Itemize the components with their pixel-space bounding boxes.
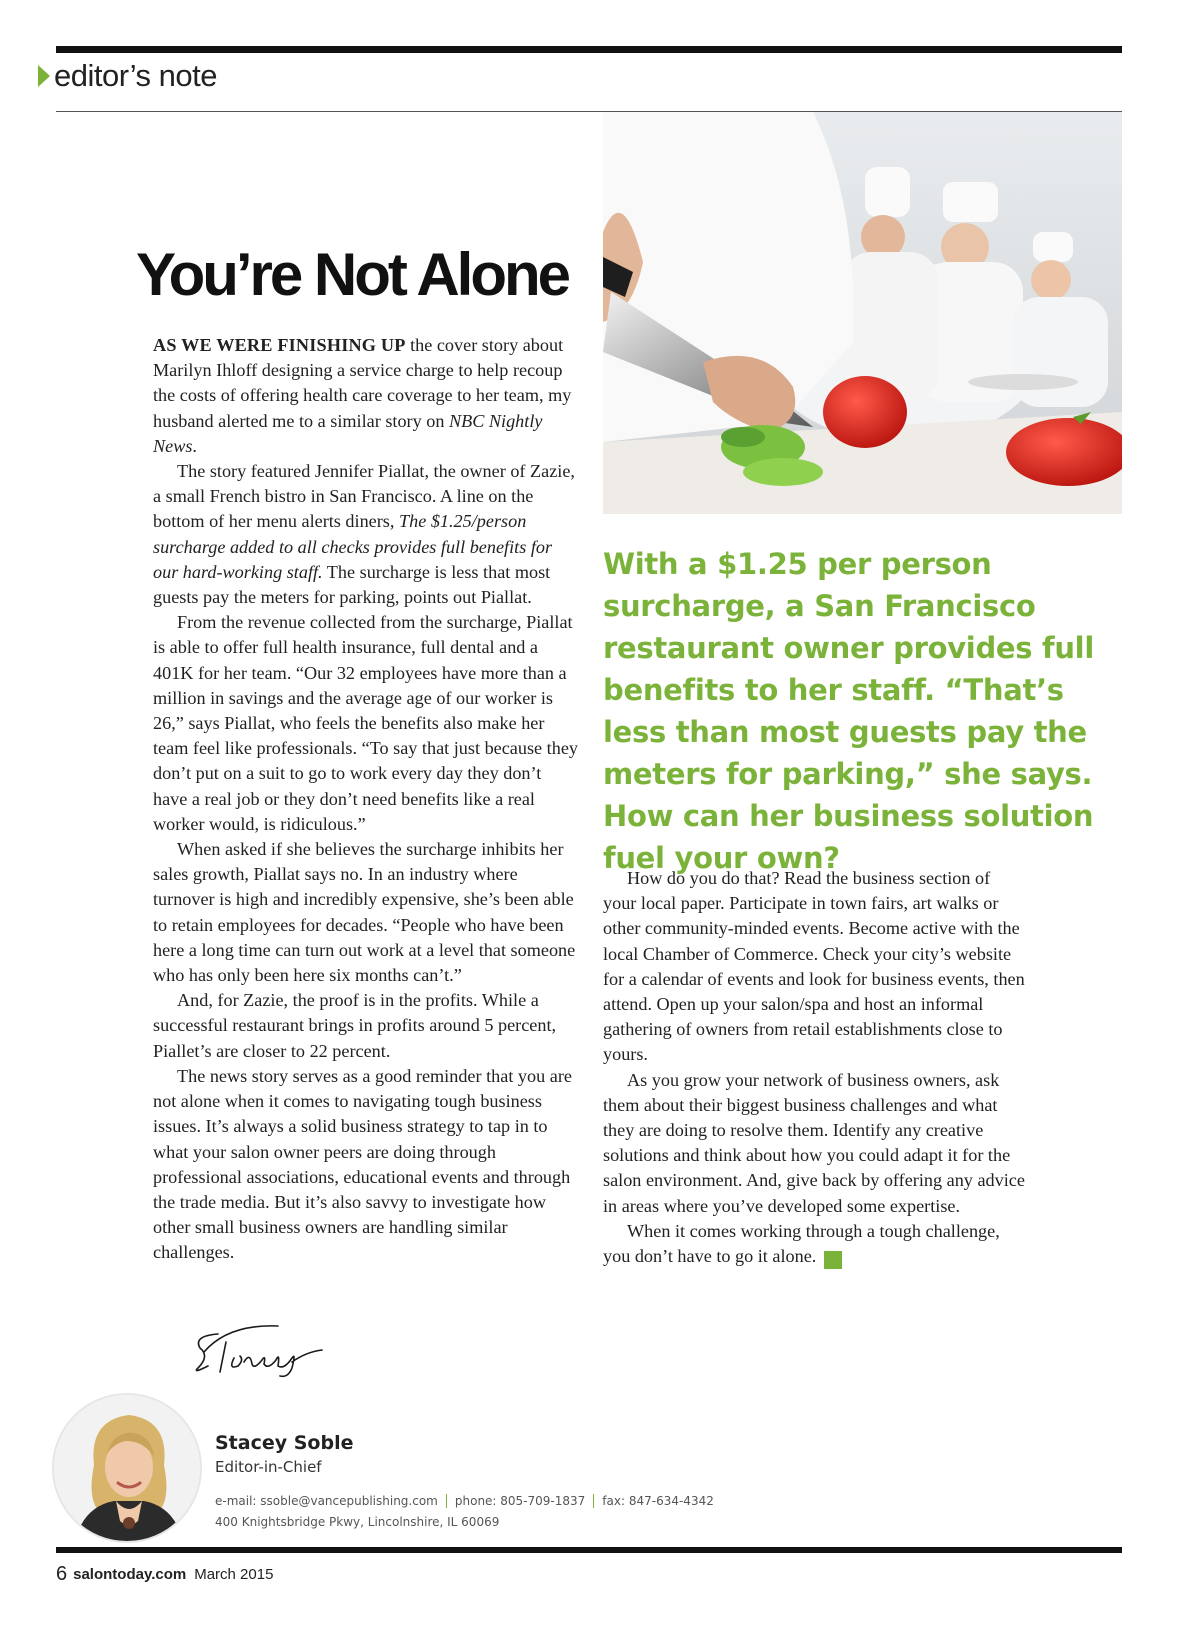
footer-date: March 2015 <box>194 1566 274 1583</box>
editor-signature <box>188 1322 338 1385</box>
article-paragraph: And, for Zazie, the proof is in the profits. While a successful restaurant brings in profits around 5 percent, Piallet’s are closer to 22 percent. <box>153 990 557 1061</box>
article-paragraph: How do you do that? Read the business section of your local paper. Participate in town fairs, art walks or other community-minded events. Become active with the local Chamber of Commerce. Check your city’s website for a calendar of events and look for business events, then attend. Open up your salon/spa and host an informal gathering of owners from retail establishments close to yours. <box>603 868 1025 1065</box>
page-footer <box>56 1563 273 1586</box>
page-number: 6 <box>56 1563 68 1585</box>
article-headline: You’re Not Alone <box>136 241 568 308</box>
editor-portrait <box>52 1393 202 1543</box>
editor-phone: phone: 805-709-1837 <box>454 1494 586 1508</box>
section-title: editor’s note <box>54 58 217 93</box>
article-paragraph: The story featured Jennifer Piallat, the owner of Zazie, a small French bistro in San Francisco. A line on the bottom of her menu alerts diners, The $1.25/person surcharge added to all checks provides full benefits for our hard-working staff. The surcharge is less that most guests pay the meters for parking, points out Piallat. <box>153 461 575 608</box>
section-arrow-icon <box>38 65 50 87</box>
end-mark-icon: st <box>824 1251 842 1269</box>
editor-address: 400 Knightsbridge Pkwy, Lincolnshire, IL 60069 <box>215 1515 500 1529</box>
contact-separator <box>593 1494 594 1508</box>
article-paragraph: When asked if she believes the surcharge inhibits her sales growth, Piallat says no. In an industry where turnover is high and incredibly expensive, she’s been able to retain employees for decades. “People who have been here a long time can turn out work at a level that someone who has only been here six months can’t.” <box>153 839 576 986</box>
editor-email: e-mail: ssoble@vancepublishing.com <box>215 1494 438 1508</box>
article-paragraph: When it comes working through a tough challenge, you don’t have to go it alone. st <box>603 1220 1000 1268</box>
bottom-rule <box>56 1547 1122 1553</box>
top-rule <box>56 46 1122 53</box>
article-paragraph: AS WE WERE FINISHING UP the cover story about Marilyn Ihloff designing a service charge to help recoup the costs of offering health care coverage to her team, my husband alerted me to a similar story on NBC Nightly News. <box>153 335 572 456</box>
editor-name: Stacey Soble <box>215 1432 354 1454</box>
chefs-photo <box>603 112 1122 514</box>
section-label <box>38 58 217 94</box>
editor-contact <box>215 1494 714 1508</box>
article-column-left <box>153 333 578 1266</box>
editor-fax: fax: 847-634-4342 <box>602 1494 714 1508</box>
article-paragraph: From the revenue collected from the surcharge, Piallat is able to offer full health insurance, full dental and a 401K for her team. “Our 32 employees have more than a million in savings and the average age of our worker is 26,” says Piallat, who feels the benefits also make her team feel like professionals. “To say that just because they don’t put on a suit to go to work every day they don’t have a real job or they don’t need benefits like a real worker would, is ridiculous.” <box>153 612 578 834</box>
article-paragraph: As you grow your network of business owners, ask them about their biggest business challenges and what they are doing to resolve them. Identify any creative solutions and think about how you could adapt it for the salon environment. And, give back by offering any advice in areas where you’ve developed some expertise. <box>603 1069 1025 1216</box>
lead-in: AS WE WERE FINISHING UP <box>153 335 406 355</box>
article-column-right <box>603 866 1028 1269</box>
article-paragraph: The news story serves as a good reminder that you are not alone when it comes to navigating tough business issues. It’s always a solid business strategy to tap in to what your salon owner peers are doing through professional associations, educational events and through the trade media. But it’s also savvy to investigate how other small business owners are handling similar challenges. <box>153 1065 572 1263</box>
pull-quote: With a $1.25 per person surcharge, a San Francisco restaurant owner provides full benefits to her staff. “That’s less than most guests pay the meters for parking,” she says. How can her business solution fuel your own? <box>603 547 1094 875</box>
contact-separator <box>446 1494 447 1508</box>
editor-title: Editor-in-Chief <box>215 1458 322 1476</box>
footer-site: salontoday.com <box>73 1566 187 1583</box>
